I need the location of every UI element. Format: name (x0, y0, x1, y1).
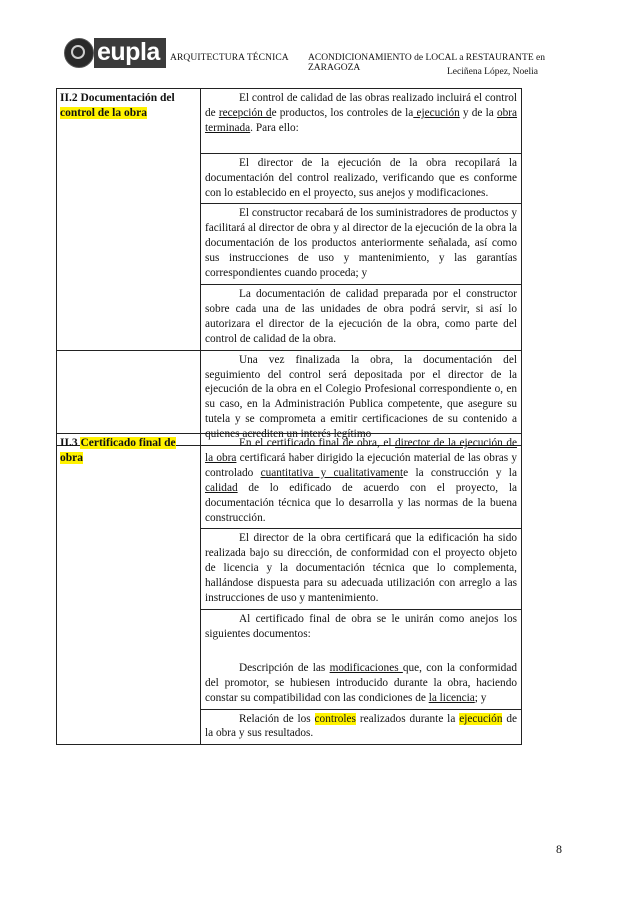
section-label-highlight: control de la obra (60, 107, 147, 119)
section-label-text: II.3 (60, 437, 81, 449)
section-label-highlight: de obra (60, 437, 176, 464)
logo-wordmark: eupla (94, 38, 166, 68)
empty-label-cell (57, 350, 201, 445)
section-documentation-table (56, 88, 522, 446)
paragraph: En el certificado final de obra, el director de la ejecución de la obra certificará haber dirigido la ejecución material de las obras y controlado cuantitativa y cualitativamente la construcción y la calidad de lo edificado de acuerdo con el proyecto, la documentación técnica que lo desarrolla y las normas de la buena construcción. (205, 437, 517, 524)
university-seal-icon (64, 38, 94, 68)
paragraph: El director de la obra certificará que la edificación ha sido realizada bajo su dirección, de conformidad con el proyecto objeto de licencia y la documentación técnica que lo complementa, hallándose dispuesta para su adecuada utilización con arreglo a las instrucciones de uso y mantenimiento. (201, 528, 521, 609)
header-author: Leciñena López, Noelia (447, 67, 538, 77)
paragraph: Relación de los controles realizados durante la ejecución de la obra y sus resultados. (201, 709, 521, 745)
section-label-highlight: Certificado final (80, 437, 162, 449)
page-number: 8 (556, 842, 562, 856)
section-content (201, 89, 522, 351)
paragraph: El control de calidad de las obras realizado incluirá el control de recepción de productos, los controles de la ejecución y de la obra terminada. Para ello: (205, 92, 518, 134)
section-content (201, 350, 522, 445)
section-certificate-table (56, 433, 522, 745)
paragraph: El constructor recabará de los suministradores de productos y facilitará al director de obra y al director de la ejecución de la obra la documentación de los productos anteriormente señalada, así como sus instrucciones de uso y mantenimiento, y las garantías correspondientes cuando proceda; y (201, 203, 521, 284)
paragraph: El director de la ejecución de la obra recopilará la documentación del control realizado, verificando que es conforme con lo establecido en el proyecto, sus anejos y modificaciones. (201, 153, 521, 204)
section-label (57, 89, 201, 351)
paragraph: Una vez finalizada la obra, la documentación del seguimiento del control será depositada por el director de la ejecución de la obra en el Colegio Profesional correspondiente o, en su caso, en la Administración Publica competente, que asegure su tutela y se comprometa a emitir certificaciones de su contenido a quienes acrediten un interés legítimo (205, 353, 517, 441)
section-content (201, 434, 522, 745)
section-label-text: II.2 Documentación del (60, 92, 175, 104)
header-school: ARQUITECTURA TÉCNICA (170, 53, 289, 63)
eupla-logo (64, 38, 168, 68)
header-project: ACONDICIONAMIENTO de LOCAL a RESTAURANTE en ZARAGOZA (308, 53, 545, 73)
page-header (64, 36, 584, 86)
section-label (57, 434, 201, 745)
paragraph: La documentación de calidad preparada por el constructor sobre cada una de las unidades de obra podrá servir, si así lo autorizara el director de la ejecución de la obra, como parte del control de calidad de la obra. (201, 284, 521, 350)
paragraph: Al certificado final de obra se le unirán como anejos los siguientes documentos: Descripción de las modificaciones que, con la conformidad del promotor, se hubiesen introducido durante la obra, haciendo constar su compatibilidad con las condiciones de la licencia; y (201, 609, 521, 709)
